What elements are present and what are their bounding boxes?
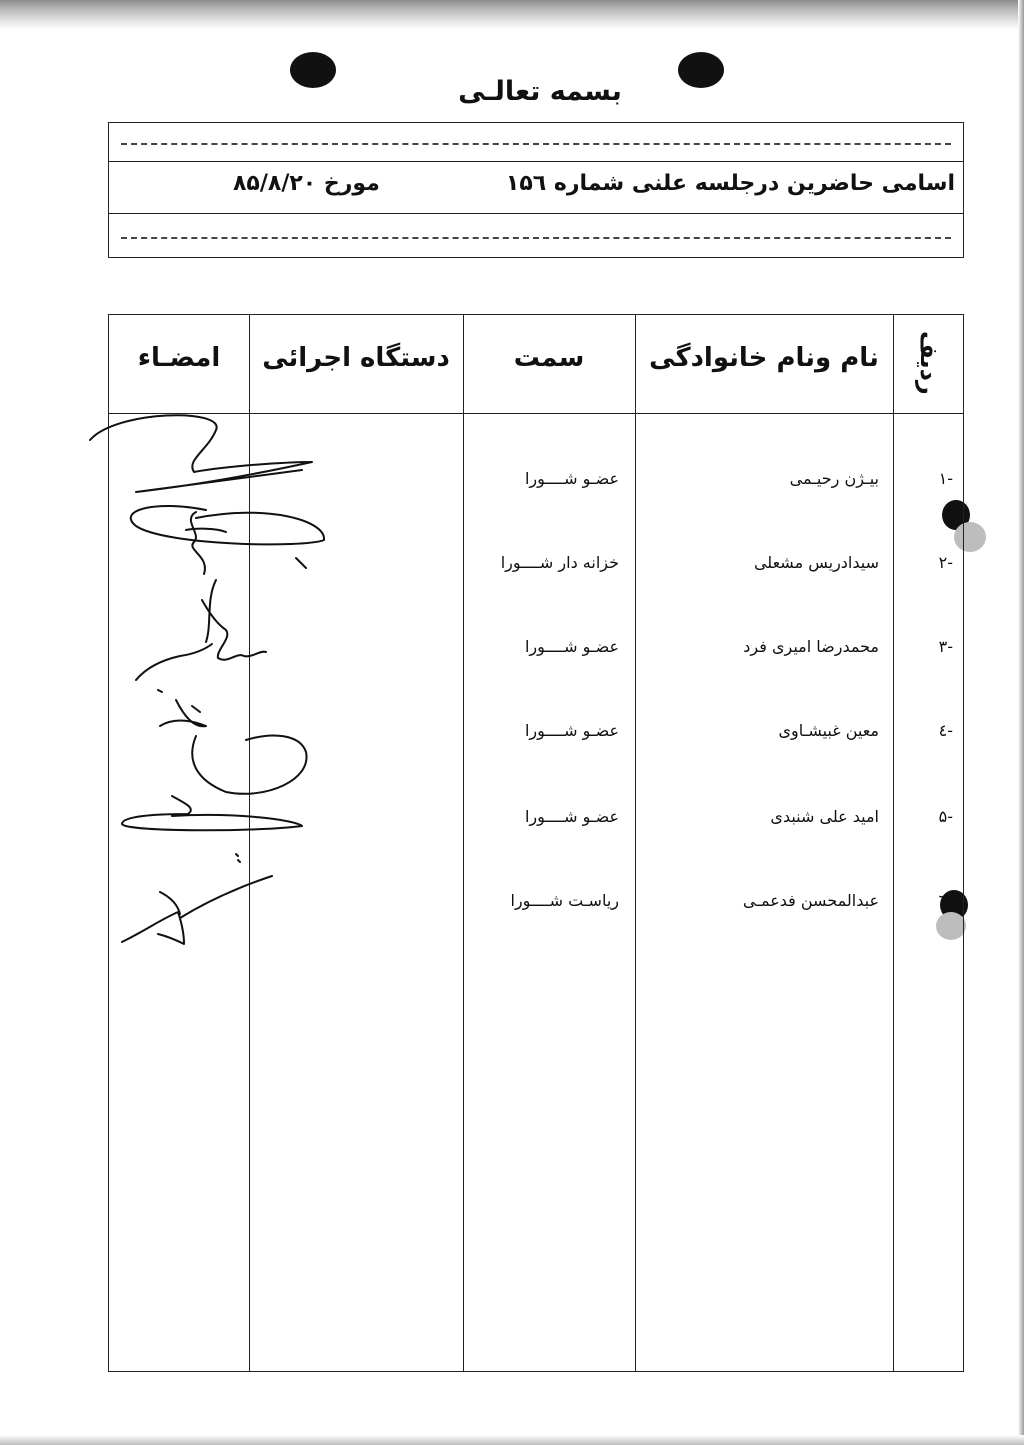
column-divider [893, 315, 894, 1371]
header-box [108, 122, 964, 258]
meeting-title: اسامی حاضرین درجلسه علنی شماره ۱۵٦ [505, 171, 955, 196]
row-position: عضـو شــــورا [524, 721, 619, 740]
row-name: امید علی شنبدی [770, 807, 879, 826]
signature-3 [136, 580, 266, 692]
row-number: -٤ [938, 721, 953, 740]
document-heading: بسمه تعالـی [458, 76, 622, 107]
row-name: بیـژن رحیـمی [789, 469, 879, 488]
dotted-line [121, 237, 951, 239]
row-number: -۱ [938, 469, 953, 488]
signature-2 [131, 506, 324, 574]
column-divider [635, 315, 636, 1371]
row-name: عبدالمحسن فدعمـی [742, 891, 879, 910]
scan-edge-top [0, 0, 1024, 30]
scan-edge-bottom [0, 1435, 1024, 1445]
row-number: -۲ [938, 553, 953, 572]
row-name: محمدرضا امیری فرد [743, 637, 879, 656]
row-name: سیدادریس مشعلی [753, 553, 879, 572]
meeting-date: مورخ ۸۵/۸/۲۰ [233, 171, 380, 196]
column-header-agency: دستگاه اجرائی [262, 343, 450, 373]
divider [109, 213, 963, 214]
row-position: ریاسـت شــــورا [510, 891, 619, 910]
row-name: معین غبیشـاوی [778, 721, 879, 740]
row-position: عضـو شــــورا [524, 807, 619, 826]
column-divider [463, 315, 464, 1371]
scan-edge-right [1018, 0, 1024, 1445]
row-position: عضـو شــــورا [524, 469, 619, 488]
punch-hole-right [678, 52, 724, 88]
row-position: عضـو شــــورا [524, 637, 619, 656]
column-header-position: سمت [513, 343, 585, 373]
signature-4 [160, 700, 307, 794]
signature-5 [122, 796, 302, 830]
column-header-name: نام ونام خانوادگی [649, 343, 879, 373]
signature-6 [122, 854, 272, 944]
row-number: -۳ [938, 637, 953, 656]
column-header-radif: ردیف [915, 331, 943, 395]
row-position: خزانه دار شــــورا [500, 553, 619, 572]
row-number: -۵ [938, 807, 953, 826]
dotted-line [121, 143, 951, 145]
divider [109, 161, 963, 162]
row-number: -٦ [938, 891, 953, 910]
punch-hole-left [290, 52, 336, 88]
signatures [76, 400, 336, 960]
column-header-signature: امضـاء [137, 343, 221, 373]
signature-1 [90, 415, 312, 492]
